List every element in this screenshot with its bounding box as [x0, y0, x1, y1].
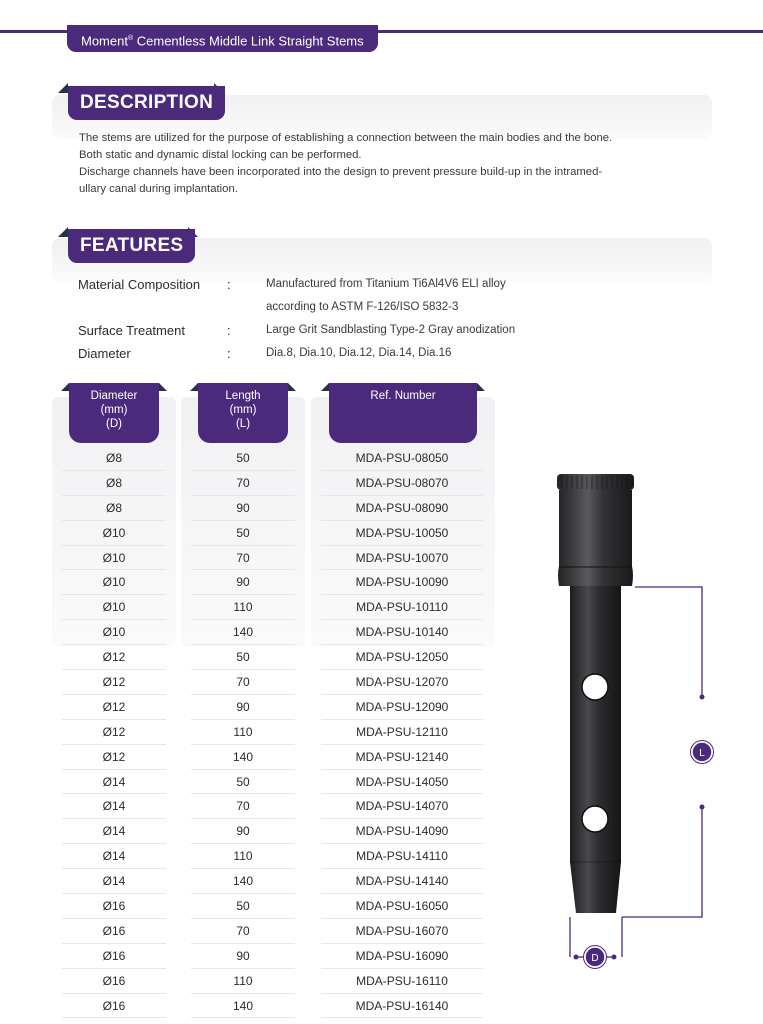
header-line: (D)	[106, 418, 122, 430]
cell-length: 110	[233, 724, 253, 739]
description-line: Discharge channels have been incorporated into the design to prevent pressure build-up in the intramed-	[79, 166, 603, 178]
cell-diameter: Ø14	[102, 799, 126, 814]
cell-ref-number: MDA-PSU-14090	[355, 824, 449, 839]
description-line: Both static and dynamic distal locking can be performed.	[79, 149, 362, 161]
cell-ref-number: MDA-PSU-08090	[355, 500, 449, 515]
cell-diameter: Ø14	[102, 774, 126, 789]
cell-diameter: Ø10	[102, 550, 126, 565]
cell-diameter: Ø16	[102, 923, 126, 938]
cell-ref-number: MDA-PSU-16090	[355, 948, 449, 963]
cell-ref-number: MDA-PSU-12140	[355, 749, 449, 764]
stem-shaft	[570, 586, 621, 913]
cell-ref-number: MDA-PSU-14140	[355, 874, 449, 889]
feature-colon: :	[227, 323, 231, 338]
header-line: (L)	[235, 418, 251, 430]
feature-label-surface: Surface Treatment	[78, 323, 185, 338]
cell-diameter: Ø12	[102, 749, 126, 764]
page-title-rest: Cementless Middle Link Straight Stems	[133, 33, 364, 49]
header-line: (mm)	[229, 404, 257, 416]
cell-ref-number: MDA-PSU-12110	[356, 724, 448, 739]
cell-diameter: Ø14	[102, 849, 126, 864]
cell-length: 70	[236, 550, 250, 565]
cell-diameter: Ø8	[105, 475, 122, 490]
header-line: Ref. Number	[370, 390, 436, 402]
cell-length: 90	[236, 699, 250, 714]
feature-colon: :	[227, 277, 231, 292]
cell-length: 50	[236, 774, 250, 789]
cell-diameter: Ø16	[102, 948, 126, 963]
feature-value-diameter: Dia.8, Dia.10, Dia.12, Dia.14, Dia.16	[266, 347, 452, 359]
description-line: ullary canal during implantation.	[79, 183, 238, 195]
description-line: The stems are utilized for the purpose of establishing a connection between the main bodies and the bone.	[79, 132, 613, 144]
cell-diameter: Ø14	[102, 874, 126, 889]
cell-diameter: Ø8	[105, 451, 122, 465]
cell-length: 90	[236, 948, 250, 963]
cell-diameter: Ø12	[102, 699, 126, 714]
cell-ref-number: MDA-PSU-12090	[355, 699, 449, 714]
cell-length: 110	[233, 973, 253, 988]
cell-diameter: Ø16	[102, 998, 126, 1013]
cell-diameter: Ø14	[102, 824, 126, 839]
header-line: Length	[225, 390, 261, 402]
cell-ref-number: MDA-PSU-16070	[355, 923, 449, 938]
cell-length: 140	[232, 874, 254, 889]
locking-hole	[582, 806, 608, 832]
cell-diameter: Ø16	[102, 899, 126, 914]
cell-ref-number: MDA-PSU-10110	[356, 600, 448, 615]
cell-ref-number: MDA-PSU-12050	[355, 650, 449, 665]
feature-value-surface: Large Grit Sandblasting Type-2 Gray anodization	[266, 324, 516, 336]
feature-colon: :	[227, 346, 231, 361]
cell-diameter: Ø12	[102, 724, 126, 739]
feature-value-material: Manufactured from Titanium Ti6Al4V6 ELI alloy	[266, 278, 506, 290]
cell-ref-number: MDA-PSU-10140	[355, 625, 449, 640]
cell-diameter: Ø10	[102, 600, 126, 615]
cell-length: 70	[236, 923, 250, 938]
cell-ref-number: MDA-PSU-16140	[355, 998, 449, 1013]
locking-hole	[582, 674, 608, 700]
registered-mark: ®	[127, 35, 134, 42]
cell-diameter: Ø12	[102, 675, 126, 690]
stem-head	[558, 490, 633, 586]
cell-length: 50	[236, 650, 250, 665]
cell-ref-number: MDA-PSU-10050	[355, 525, 449, 540]
cell-diameter: Ø16	[102, 973, 126, 988]
cell-diameter: Ø10	[102, 575, 126, 590]
cell-length: 140	[232, 749, 254, 764]
cell-diameter: Ø10	[102, 625, 126, 640]
page-title-brand: Moment	[81, 33, 128, 49]
cell-length: 90	[236, 500, 250, 515]
cell-ref-number: MDA-PSU-12070	[355, 675, 449, 690]
stem-thread-top	[557, 474, 634, 490]
cell-ref-number: MDA-PSU-14070	[355, 799, 449, 814]
cell-length: 50	[236, 899, 250, 914]
header-line: Diameter	[90, 390, 138, 402]
cell-ref-number: MDA-PSU-08070	[355, 475, 449, 490]
cell-length: 110	[233, 849, 253, 864]
cell-diameter: Ø8	[105, 500, 122, 515]
cell-length: 90	[236, 824, 250, 839]
feature-label-diameter: Diameter	[78, 346, 131, 361]
cell-ref-number: MDA-PSU-08050	[355, 451, 449, 465]
header-line: (mm)	[100, 404, 128, 416]
cell-length: 70	[236, 799, 250, 814]
cell-length: 140	[232, 625, 254, 640]
cell-length: 90	[236, 575, 250, 590]
cell-length: 70	[236, 675, 250, 690]
cell-ref-number: MDA-PSU-14110	[356, 849, 448, 864]
cell-diameter: Ø12	[102, 650, 126, 665]
length-marker-label: L	[699, 748, 705, 759]
cell-ref-number: MDA-PSU-16050	[355, 899, 449, 914]
cell-length: 50	[236, 525, 250, 540]
cell-length: 50	[236, 451, 250, 465]
feature-value-material-standard: according to ASTM F-126/ISO 5832-3	[266, 301, 459, 313]
cell-ref-number: MDA-PSU-14050	[355, 774, 449, 789]
cell-ref-number: MDA-PSU-10090	[355, 575, 449, 590]
cell-length: 70	[236, 475, 250, 490]
cell-length: 110	[233, 600, 253, 615]
cell-length: 140	[232, 998, 254, 1013]
features-heading: FEATURES	[68, 229, 195, 263]
feature-label-material: Material Composition	[78, 277, 201, 292]
description-heading: DESCRIPTION	[68, 86, 225, 120]
cell-ref-number: MDA-PSU-10070	[355, 550, 449, 565]
cell-ref-number: MDA-PSU-16110	[356, 973, 448, 988]
cell-diameter: Ø10	[102, 525, 126, 540]
diameter-marker-label: D	[591, 953, 599, 964]
